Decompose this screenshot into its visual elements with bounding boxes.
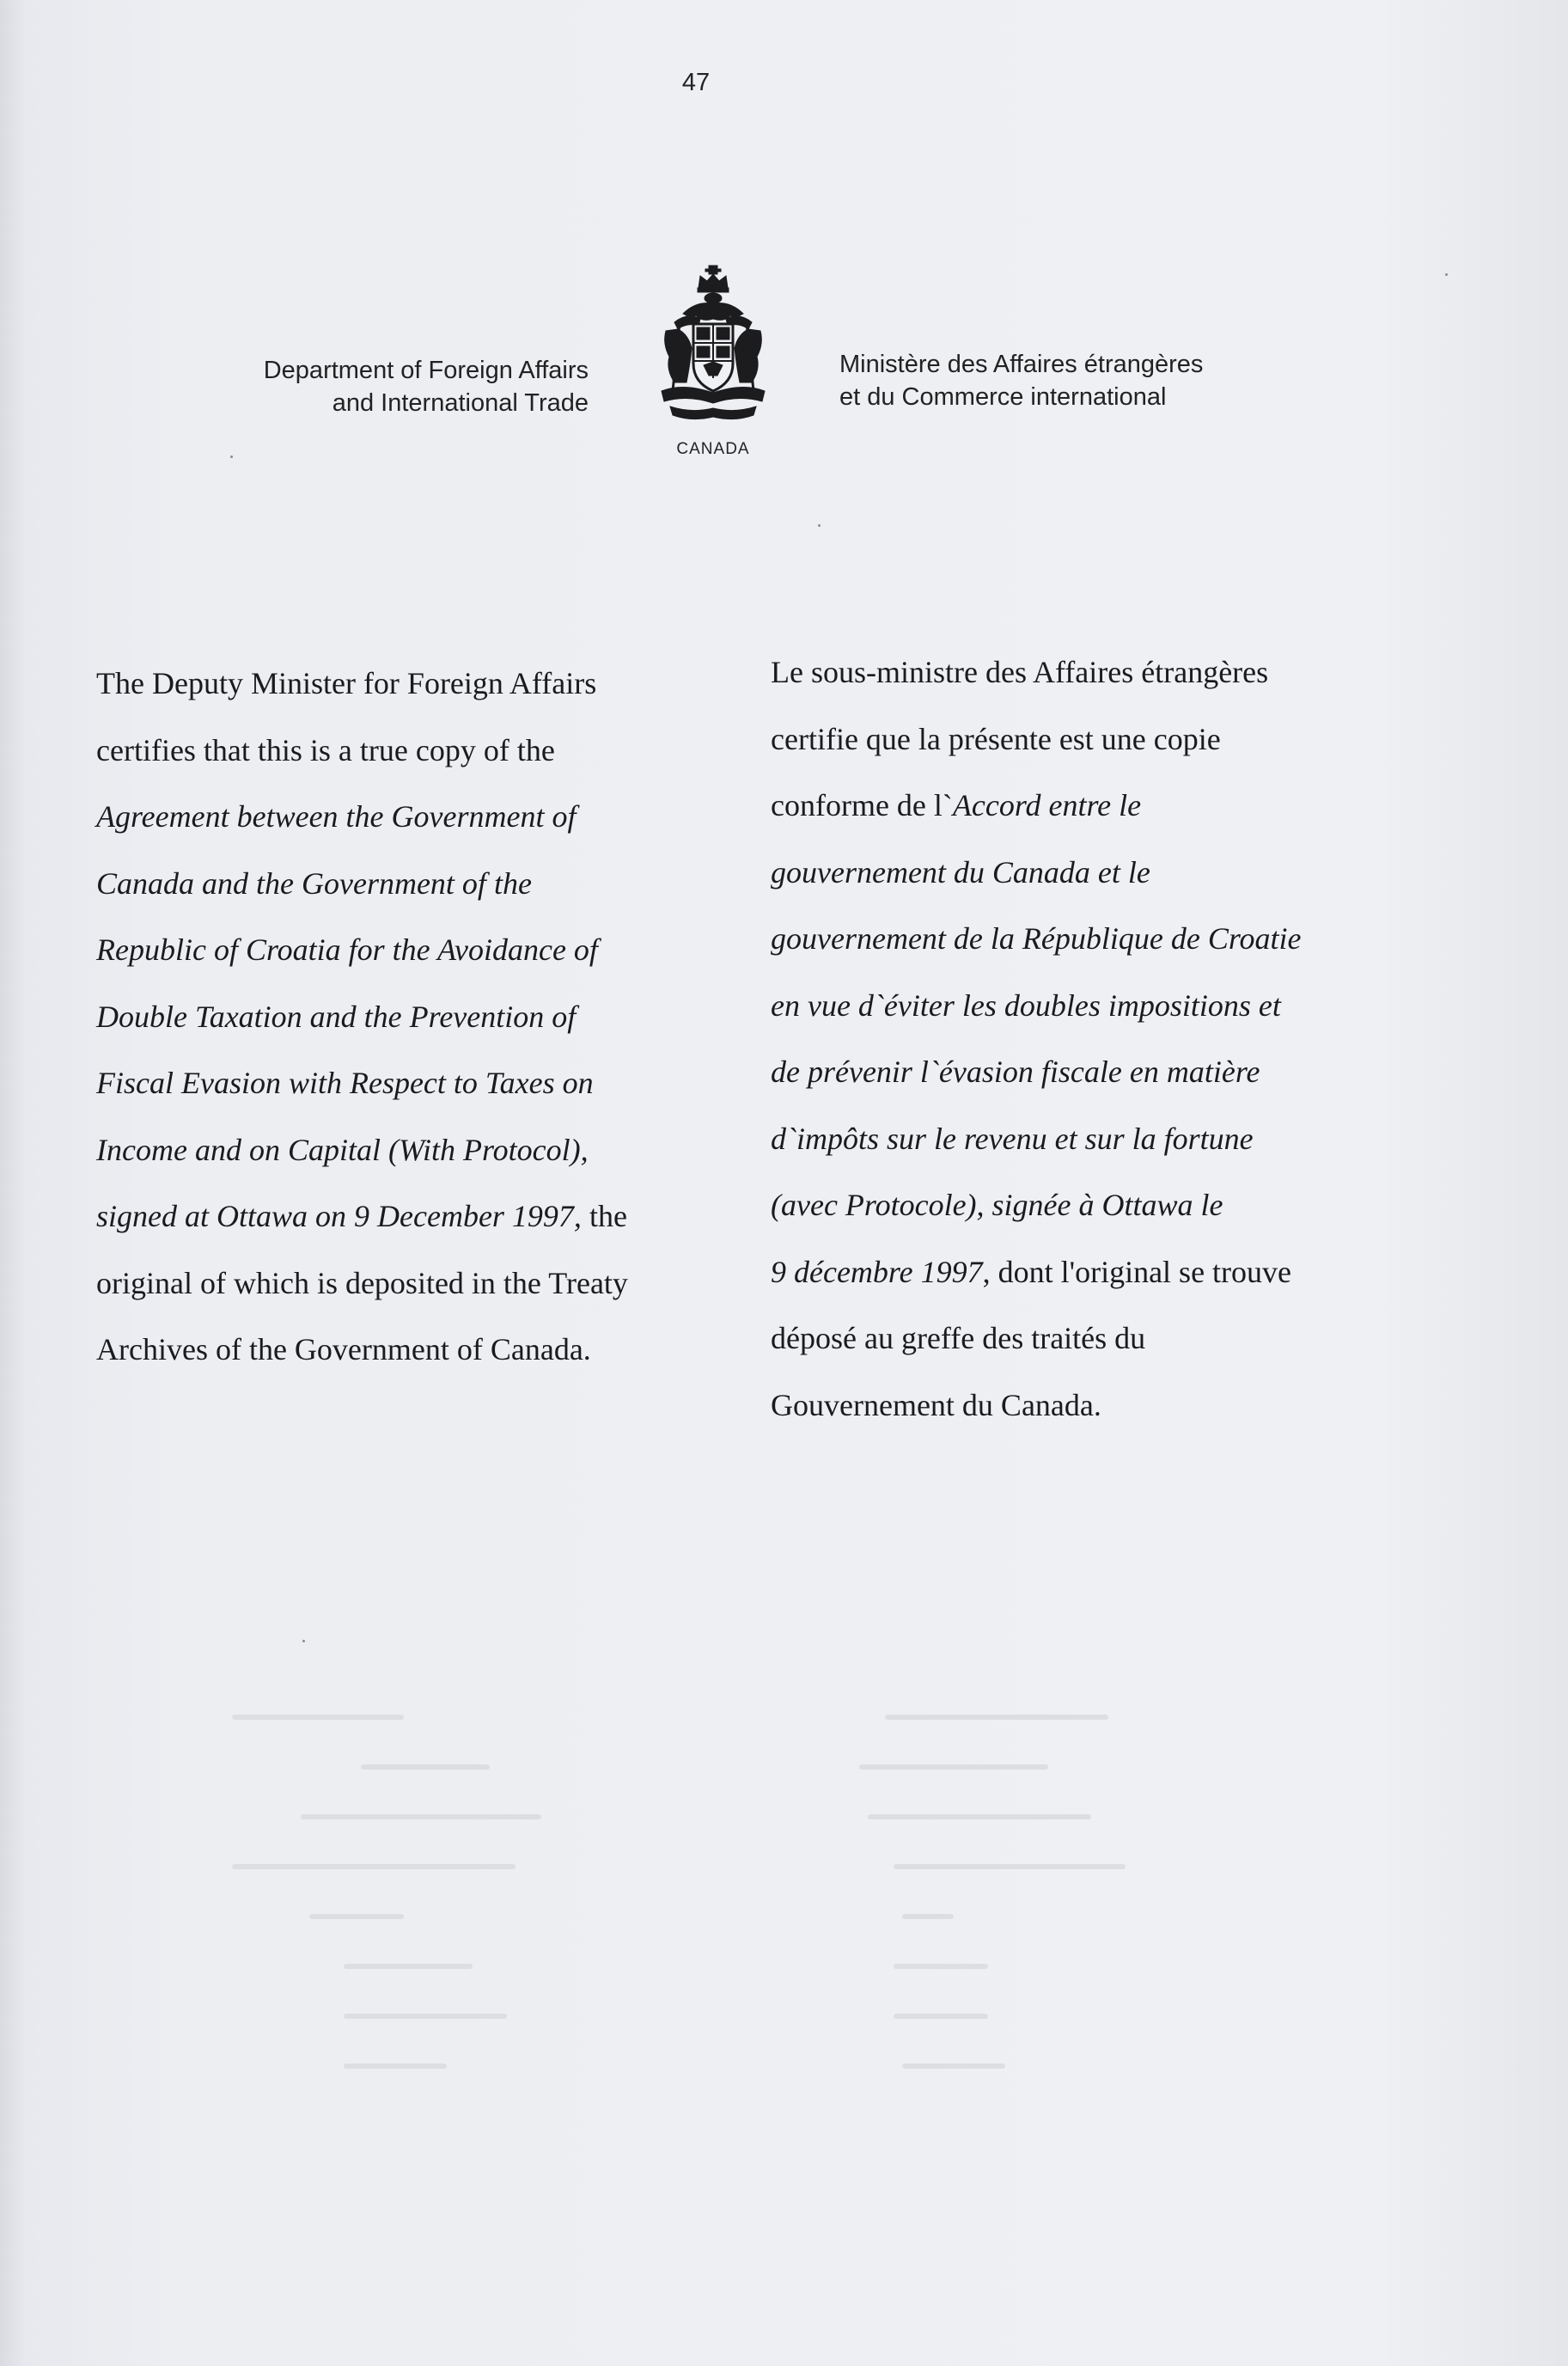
certificate-french-line [771, 913, 1424, 980]
certificate-french-line [771, 1046, 1424, 1113]
arms-caption: CANADA [676, 440, 750, 458]
certificate-text-segment: déposé au greffe des traités du [771, 1321, 1146, 1355]
certificate-french-line [771, 1379, 1424, 1446]
certificate-text-segment: Agreement between the Government of [96, 799, 577, 834]
certificate-english-line [96, 924, 715, 991]
paper-speck [818, 524, 821, 527]
certificate-french-line [771, 779, 1424, 847]
letterhead-french-line-2: et du Commerce international [839, 383, 1167, 411]
certificate-text-segment: signed at Ottawa on 9 December 1997, [96, 1199, 582, 1233]
certificate-text-segment: the [581, 1199, 627, 1233]
certificate-text-segment: Canada and the Government of the [96, 865, 532, 901]
certificate-english-line [96, 791, 715, 858]
certificate-text-segment: en vue d`éviter les doubles impositions et [771, 987, 1281, 1023]
certificate-text-segment: de prévenir l`évasion fiscale en matière [771, 1055, 1260, 1089]
certificate-text-segment: Income and on Capital (With Protocol), [96, 1132, 589, 1167]
paper-speck [302, 1640, 305, 1642]
certificate-text-segment: certifie que la présente est une copie [771, 721, 1221, 756]
certificate-text-segment: Le sous-ministre des Affaires étrangères [771, 655, 1269, 689]
paper-speck [230, 455, 233, 458]
certificate-english-line [96, 1124, 715, 1191]
certificate-french-line [771, 980, 1424, 1047]
certificate-text-segment: Archives of the Government of Canada. [96, 1332, 591, 1366]
certificate-text-segment: conforme de l` [771, 788, 953, 822]
letterhead-french-line-1: Ministère des Affaires étrangères [839, 351, 1204, 378]
certificate-french [771, 646, 1424, 1446]
certificate-text-segment: Republic of Croatia for the Avoidance of [96, 932, 598, 967]
certificate-text-segment: , dont l'original se trouve [982, 1254, 1292, 1289]
certificate-english-line [96, 991, 715, 1058]
certificate-french-line [771, 1113, 1424, 1180]
letterhead-english [155, 354, 589, 419]
certificate-english-line [96, 1190, 715, 1257]
show-through-text [232, 1706, 1392, 2101]
certificate-english-line [96, 1324, 715, 1391]
certificate-text-segment: d`impôts sur le revenu et sur la fortune [771, 1121, 1254, 1156]
certificate-text-segment: 9 décembre 1997 [771, 1254, 983, 1289]
certificate-text-segment: original of which is deposited in the Treaty [96, 1265, 628, 1300]
certificate-text-segment: Accord entre le [952, 788, 1142, 822]
certificate-english-line [96, 1057, 715, 1124]
certificate-text-segment: Fiscal Evasion with Respect to Taxes on [96, 1066, 594, 1100]
letterhead-english-line-2: and International Trade [332, 389, 589, 417]
certificate-english [96, 657, 715, 1391]
certificate-text-segment: The Deputy Minister for Foreign Affairs [96, 666, 597, 700]
certificate-french-line [771, 1312, 1424, 1379]
page-number: 47 [681, 69, 711, 96]
letterhead-french [839, 348, 1321, 413]
certificate-text-segment: Double Taxation and the Prevention of [96, 999, 577, 1034]
certificate-text-segment: certifies that this is a true copy of the [96, 732, 555, 767]
certificate-text-segment: gouvernement du Canada et le [771, 854, 1150, 890]
letterhead-english-line-1: Department of Foreign Affairs [263, 357, 589, 384]
certificate-english-line [96, 724, 715, 792]
certificate-text-segment: gouvernement de la République de Croatie [771, 921, 1302, 956]
certificate-french-line [771, 847, 1424, 914]
certificate-french-line [771, 1246, 1424, 1313]
certificate-french-line [771, 646, 1424, 713]
certificate-text-segment: Gouvernement du Canada. [771, 1387, 1101, 1422]
certificate-french-line [771, 713, 1424, 780]
paper-speck [1445, 273, 1448, 276]
certificate-text-segment: (avec Protocole), signée à Ottawa le [771, 1188, 1223, 1222]
certificate-english-line [96, 858, 715, 925]
canada-coat-of-arms-icon [649, 262, 778, 425]
certificate-english-line [96, 1257, 715, 1324]
certificate-french-line [771, 1179, 1424, 1246]
certificate-english-line [96, 657, 715, 724]
